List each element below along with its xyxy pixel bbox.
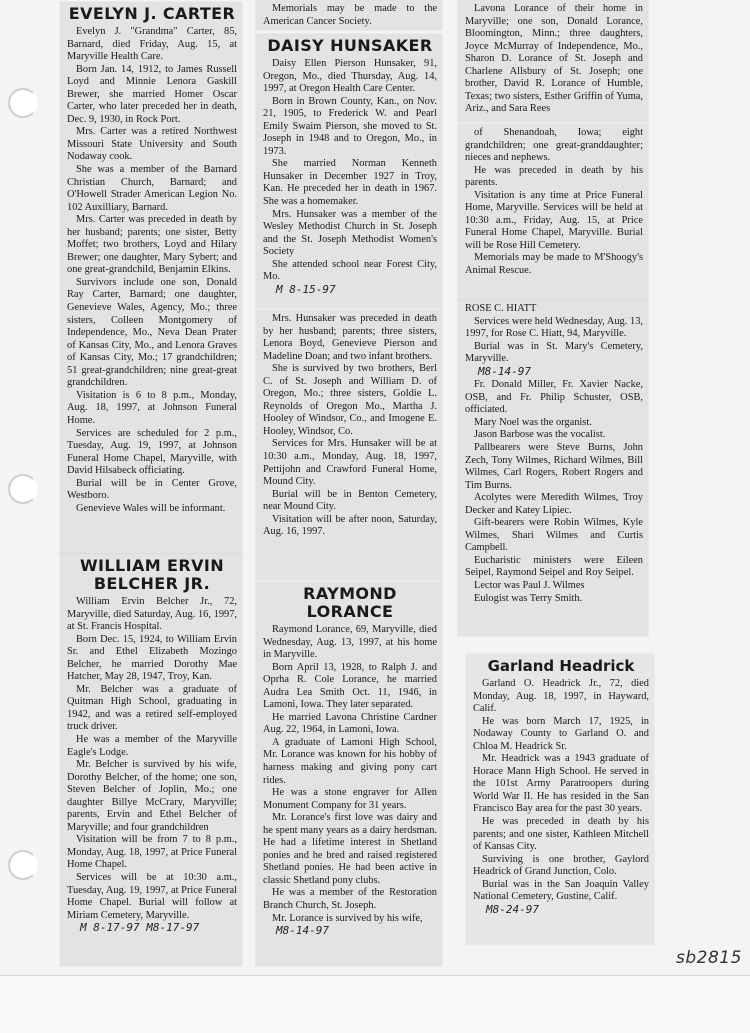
obituary-paragraph: He was a member of the Maryville Eagle's Lodge.: [67, 734, 237, 758]
obituary-paragraph: Burial was in St. Mary's Cemetery, Maryville.: [465, 340, 643, 365]
obituary-paragraph: Visitation is 6 to 8 p.m., Monday, Aug. 18, 1997, at Johnson Funeral Home.: [67, 389, 237, 426]
obituary-paragraph: He was preceded in death by his parents.: [465, 164, 643, 189]
handwritten-signature: sb2815: [676, 948, 742, 968]
obituary-paragraph: Born in Brown County, Kan., on Nov. 21, 1905, to Frederick W. and Pearl Emily Swaim Pierson, she moved to St. Joseph in 1948 and to Oregon, Mo., in 1973.: [263, 95, 437, 157]
obituary-hiatt: [458, 300, 648, 636]
obituary-paragraph: Mary Noel was the organist.: [474, 416, 592, 428]
obituary-paragraph: Surviving is one brother, Gaylord Headrick of Grand Junction, Colo.: [473, 853, 649, 878]
obituary-paragraph: Jason Barbose was the vocalist.: [474, 429, 606, 441]
obituary-paragraph: She is survived by two brothers, Berl C. of St. Joseph and William D. of Oregon, Mo.; three sisters, Goldie L. Reynolds of Oregon Mo., Martha J. Hooley of Windsor, Co., and Imogene E. Hooley, Windsor, Co.: [263, 363, 437, 437]
obituary-paragraph: Genevieve Wales will be informant.: [76, 502, 226, 514]
obituary-paragraph: Lavona Lorance of their home in Maryville; one son, Donald Lorance, Bloomington, Minn.; three daughters, Joyce McMurray of Independence, Mo., Sharon D. Lorance of St. Joseph and Charlene Allsbury of St. Joseph; one brother, David R. Lorance of Humble, Texas; two sisters, Esther Griffin of Yuma, Ariz., and Sara Rees: [465, 3, 643, 115]
handwritten-date-note: M 8-15-97: [276, 282, 336, 296]
punch-hole: [8, 850, 38, 880]
obituary-paragraph: Mrs. Hunsaker was preceded in death by her husband; parents; three sisters, Lenora Boyd, Genevieve Pierson and Madeline Doan; and two infant brothers.: [263, 313, 437, 362]
punch-hole: [8, 88, 38, 118]
obituary-paragraph: Acolytes were Meredith Wilmes, Troy Decker and Katey Lipiec.: [465, 492, 643, 516]
obituary-paragraph: Burial will be in Benton Cemetery, near Mound City.: [263, 488, 437, 513]
obituary-paragraph: Mr. Belcher was a graduate of Quitman High School, graduating in 1942, and was a retired self-employed truck driver.: [67, 683, 237, 733]
obituary-clipping-fragment: [256, 0, 442, 30]
obituary-paragraph: Pallbearers were Steve Burns, John Zech, Tony Wilmes, Richard Wilmes, Bill Wilmes, Carl Rogers, Robert Rogers and Tim Burns.: [465, 442, 643, 491]
obituary-body: [465, 379, 643, 605]
obituary-paragraph: Eucharistic ministers were Eileen Seipel, Raymond Seipel and Roy Seipel.: [465, 554, 643, 579]
obituary-title: RAYMOND LORANCE: [303, 584, 397, 621]
obituary-paragraph: Born Jan. 14, 1912, to James Russell Loyd and Minnie Lenora Gaskill Brewer, she married Homer Oscar Carter, who later preceded her in death, Dec. 9, 1930, in Rock Port.: [67, 63, 237, 125]
obituary-paragraph: Born April 13, 1928, to Ralph J. and Oprha R. Cole Lorance, he married Audra Lea Smith Oct. 11, 1946, in Lamoni, Iowa. They later separated.: [263, 661, 437, 711]
obituary-body: [263, 58, 437, 284]
obituary-paragraph: Mr. Lorance is survived by his wife,: [272, 912, 423, 924]
obituary-hunsaker: [256, 34, 442, 308]
obituary-title: EVELYN J. CARTER: [68, 4, 236, 23]
obituary-paragraph: Burial was in the San Joaquin Valley National Cemetery, Gustine, Calif.: [473, 878, 649, 903]
obituary-hunsaker-continued: [256, 310, 442, 580]
obituary-paragraph: Services were held Wednesday, Aug. 13, 1997, for Rose C. Hiatt, 94, Maryville.: [465, 315, 643, 340]
obituary-paragraph: Burial will be in Center Grove, Westboro.: [67, 477, 237, 502]
obituary-title: DAISY HUNSAKER: [267, 36, 433, 55]
obituary-paragraph: Born Dec. 15, 1924, to William Ervin Sr. and Ethel Elizabeth Mozingo Belcher, he married Dorothy Mae Hatcher, May 28, 1947, Troy, Kan.: [67, 633, 237, 683]
obituary-carter: [60, 2, 242, 554]
obituary-paragraph: Memorials may be made to M'Shoogy's Animal Rescue.: [465, 252, 643, 277]
obituary-paragraph: She attended school near Forest City, Mo.: [263, 258, 437, 283]
obituary-paragraph: Visitation will be after noon, Saturday, Aug. 16, 1997.: [263, 513, 437, 538]
obituary-paragraph: William Ervin Belcher Jr., 72, Maryville, died Saturday, Aug. 16, 1997, at St. Francis Hospital.: [67, 596, 237, 633]
obituary-paragraph: Eulogist was Terry Smith.: [474, 592, 583, 604]
obituary-title: BELCHER JR.: [93, 574, 211, 593]
obituary-body: [263, 313, 437, 539]
handwritten-date-note: M8-24-97: [486, 902, 539, 916]
obituary-paragraph: He was born March 17, 1925, in Nodaway County to Garland O. and Chloa M. Headrick Sr.: [473, 715, 649, 752]
handwritten-date-note: M 8-17-97: [80, 921, 140, 935]
obituary-paragraph: He was a member of the Restoration Branch Church, St. Joseph.: [263, 887, 437, 912]
obituary-body: [67, 596, 237, 922]
obituary-paragraph: Mrs. Carter was preceded in death by her husband; parents; one sister, Betty Moffet; two brothers, Loyd and Hilary Brewer; one daughter, Mary Sybert; and one great-grandchild, Benjamin Elkins.: [67, 214, 237, 276]
obituary-paragraph: Services are scheduled for 2 p.m., Tuesday, Aug. 19, 1997, at Johnson Funeral Home Chapel, Maryville, with David Hilsabeck officiating.: [67, 427, 237, 477]
obituary-paragraph: Survivors include one son, Donald Ray Carter, Barnard; one daughter, Genevieve Wales, Agency, Mo.; three sisters, Colleen Montgomery of Independence, Mo., Neva Dean Prater of Kansas City, Mo., and Lenora Graves of Kansas City, Mo.; 17 grandchildren; 51 great-grandchildren; nine great-great grandchildren.: [67, 276, 237, 389]
obituary-body: [67, 26, 237, 515]
obituary-body: [473, 678, 649, 904]
obituary-paragraph: She married Norman Kenneth Hunsaker in December 1927 in Troy, Kan. He preceded her in death in 1967. She was a homemaker.: [263, 158, 437, 208]
obituary-paragraph: Visitation is any time at Price Funeral Home, Maryville. Services will be held at 10:30 a.m., Friday, Aug. 15, at Price Funeral Home Chapel, Maryville. Burial will be Rose Hill Cemetery.: [465, 189, 643, 251]
obituary-body: [465, 127, 643, 278]
obituary-paragraph: Gift-bearers were Robin Wilmes, Kyle Wilmes, Shari Wilmes and Curtis Campbell.: [465, 517, 643, 554]
obituary-body: [465, 316, 643, 366]
obituary-paragraph: of Shenandoah, Iowa; eight grandchildren; one great-granddaughter; nieces and nephews.: [465, 127, 643, 164]
obituary-title: ROSE C. HIATT: [465, 303, 537, 314]
obituary-paragraph: Services will be at 10:30 a.m., Tuesday, Aug. 19, 1997, at Price Funeral Home Chapel. Burial will follow at Miriam Cemetery, Maryville.: [67, 872, 237, 921]
obituary-paragraph: He was a stone engraver for Allen Monument Company for 31 years.: [263, 787, 437, 811]
obituary-paragraph: Daisy Ellen Pierson Hunsaker, 91, Oregon, Mo., died Thursday, Aug. 14, 1997, at Oregon Health Care Center.: [263, 58, 437, 95]
obituary-body: [465, 3, 643, 116]
handwritten-date-note: M8-14-97: [478, 364, 531, 378]
handwritten-date-note: M8-14-97: [276, 924, 329, 938]
obituary-text: Memorials may be made to the American Cancer Society.: [263, 3, 437, 27]
obituary-headrick: [466, 654, 654, 944]
obituary-lorance: [256, 582, 442, 966]
obituary-belcher: [60, 554, 242, 966]
obituary-lorance-continued: [458, 124, 648, 300]
obituary-paragraph: He was preceded in death by his parents; and one sister, Kathleen Mitchell of Kansas City.: [473, 816, 649, 853]
obituary-lorance-continued: [458, 0, 648, 122]
obituary-paragraph: Lector was Paul J. Wilmes: [474, 580, 585, 592]
obituary-paragraph: A graduate of Lamoni High School, Mr. Lorance was known for his hobby of harness making and giving pony cart rides.: [263, 736, 437, 786]
punch-hole: [8, 474, 38, 504]
obituary-title: Garland Headrick: [487, 657, 635, 675]
obituary-paragraph: Services for Mrs. Hunsaker will be at 10:30 a.m., Monday, Aug. 18, 1997, Pettijohn and Crawford Funeral Home, Mound City.: [263, 438, 437, 488]
obituary-paragraph: He married Lavona Christine Cardner Aug. 22, 1964, in Lamoni, Iowa.: [263, 711, 437, 736]
obituary-paragraph: Mr. Belcher is survived by his wife, Dorothy Belcher, of the home; one son, Steven Belcher of Joplin, Mo.; one daughter Billye McCrary, Maryville; parents, Ervin and Ethel Belcher of Maryville; and four grandchildren: [67, 759, 237, 833]
obituary-paragraph: Fr. Donald Miller, Fr. Xavier Nacke, OSB, and Fr. Philip Schuster, OSB, officiated.: [465, 379, 643, 416]
obituary-paragraph: Mrs. Carter was a retired Northwest Missouri State University and South Nodaway cook.: [67, 126, 237, 163]
obituary-paragraph: Mrs. Hunsaker was a member of the Wesley Methodist Church in St. Joseph and the St. Joseph Methodist Women's Society: [263, 208, 437, 258]
obituary-paragraph: She was a member of the Barnard Christian Church, Barnard; and O'Howell Strader American Legion No. 102 Auxilliary, Barnard.: [67, 164, 237, 213]
obituary-paragraph: Raymond Lorance, 69, Maryville, died Wednesday, Aug. 13, 1997, at his home in Maryville.: [263, 624, 437, 661]
obituary-paragraph: Mr. Lorance's first love was dairy and he spent many years as a dairy herdsman. He had a lifetime interest in Shetland ponies and he bred and raised registered Shetland ponies. He had been active in classic Shetland pony clubs.: [263, 812, 437, 886]
handwritten-date-note: M8-17-97: [146, 921, 200, 935]
obituary-body: [263, 624, 437, 925]
obituary-paragraph: Evelyn J. "Grandma" Carter, 85, Barnard, died Friday, Aug. 15, at Maryville Health Care.: [67, 26, 237, 63]
obituary-paragraph: Garland O. Headrick Jr., 72, died Monday, Aug. 18, 1997, in Hayward, Calif.: [473, 678, 649, 715]
obituary-title: WILLIAM ERVIN: [80, 556, 224, 575]
obituary-paragraph: Mr. Headrick was a 1943 graduate of Horace Mann High School. He served in the 101st Army Paratroopers during World War II. He has resided in the San Francisco Bay area for the past 30 years.: [473, 753, 649, 815]
obituary-paragraph: Visitation will be from 7 to 8 p.m., Monday, Aug. 18, 1997, at Price Funeral Home Chapel.: [67, 834, 237, 871]
